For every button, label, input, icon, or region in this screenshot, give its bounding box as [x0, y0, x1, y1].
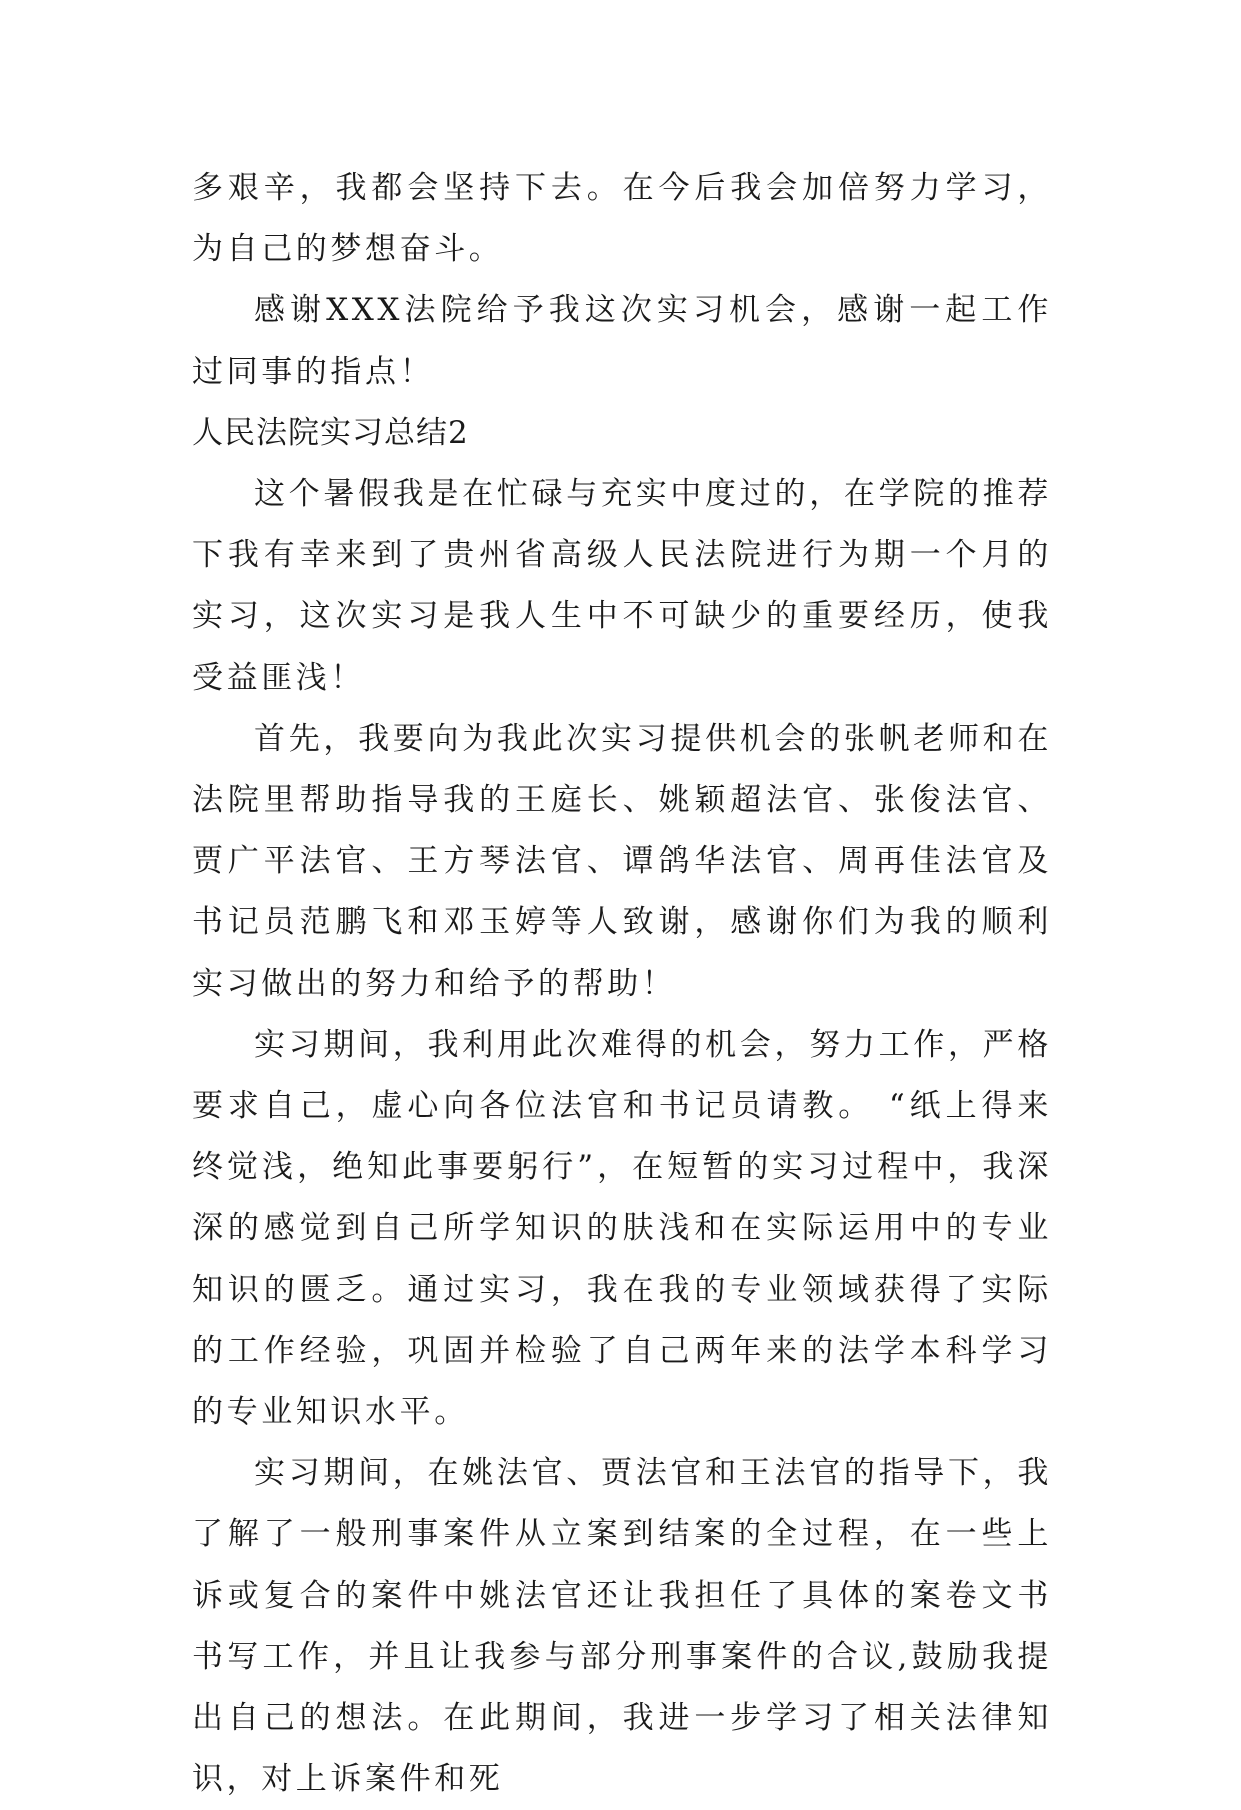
paragraph-acknowledgements: 首先，我要向为我此次实习提供机会的张帆老师和在法院里帮助指导我的王庭长、姚颖超法官、张俊法官、贾广平法官、王方琴法官、谭鸽华法官、周再佳法官及书记员范鹏飞和邓玉婷等人致谢，感谢你们为我的顺利实习做出的努力和给予的帮助！ [192, 720, 1052, 1002]
paragraph-thanks: 感谢XXX法院给予我这次实习机会，感谢一起工作过同事的指点！ [192, 292, 1052, 390]
paragraph-internship-work: 实习期间，我利用此次难得的机会，努力工作，严格要求自己，虚心向各位法官和书记员请教。 “纸上得来终觉浅，绝知此事要躬行”，在短暂的实习过程中，我深深的感觉到自己所学知识的肤浅和在实际运用中的专业知识的匮乏。通过实习，我在我的专业领域获得了实际的工作经验，巩固并检验了自己两年来的法学本科学习的专业知识水平。 [192, 1026, 1052, 1431]
paragraph-continuation: 多艰辛，我都会坚持下去。在今后我会加倍努力学习，为自己的梦想奋斗。 [192, 170, 1052, 268]
document-body [192, 158, 1052, 1810]
paragraph-case-experience: 实习期间，在姚法官、贾法官和王法官的指导下，我了解了一般刑事案件从立案到结案的全过程，在一些上诉或复合的案件中姚法官还让我担任了具体的案卷文书书写工作，并且让我参与部分刑事案件的合议,鼓励我提出自己的想法。在此期间，我进一步学习了相关法律知识，对上诉案件和死 [192, 1455, 1052, 1798]
section-heading: 人民法院实习总结2 [192, 414, 469, 451]
paragraph-intro: 这个暑假我是在忙碌与充实中度过的，在学院的推荐下我有幸来到了贵州省高级人民法院进行为期一个月的实习，这次实习是我人生中不可缺少的重要经历，使我受益匪浅！ [192, 476, 1052, 696]
